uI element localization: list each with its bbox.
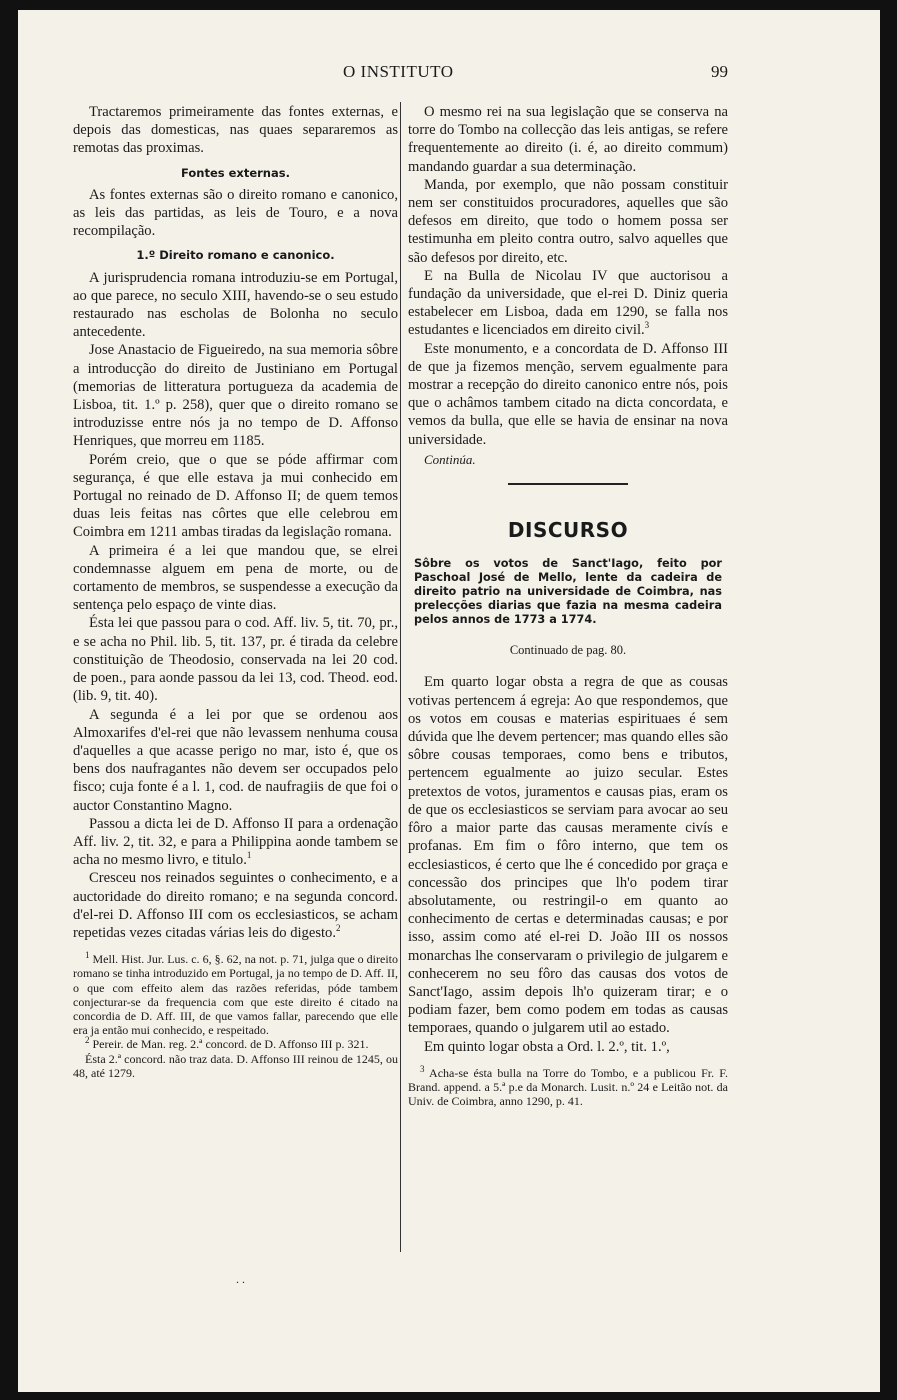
- paragraph: [73, 815, 398, 870]
- paragraph: Em quinto logar obsta a Ord. l. 2.º, tit. 1.º,: [424, 1038, 670, 1055]
- footnote-mark: 1: [85, 950, 90, 961]
- paragraph: [73, 869, 398, 942]
- page-header: [18, 60, 880, 90]
- footnote-ref: 2: [336, 923, 341, 934]
- footnote-text: Acha-se ésta bulla na Torre do Tombo, e a publicou Fr. F. Brand. append. a 5.ª p.e da Monarch. Lusit. n.º 24 e Leitão not. da Univ. de Coimbra, anno 1290, p. 41.: [408, 1065, 728, 1109]
- footnote-mark: 2: [85, 1035, 90, 1046]
- footnotes-left: [73, 952, 398, 1080]
- footnote: Ésta 2.ª concord. não traz data. D. Affonso III reinou de 1245, ou 48, até 1279.: [73, 1051, 398, 1080]
- paragraph: Este monumento, e a concordata de D. Affonso III de que ja fizemos menção, servem egualmente para mostrar a recepção do direito canonico entre nós, pois que o achâmos tambem citado na dicta concordata, e vemos da bulla, que elle se havia de ensinar na nova universidade.: [408, 340, 728, 448]
- paragraph: A primeira é a lei que mandou que, se elrei condemnasse alguem em pena de morte, ou de cortamento de membros, se suspendesse a execução da sentença pelo espaço de vinte dias.: [73, 542, 398, 614]
- continued-note: Continuado de pag. 80.: [509, 643, 627, 658]
- paragraph: O mesmo rei na sua legislação que se conserva na torre do Tombo na collecção das leis antigas, se refere frequentemente ao direito (i. é, ao direito commum) mandando guardar a sua determinação.: [408, 104, 728, 175]
- paragraph: Ésta lei que passou para o cod. Aff. liv. 5, tit. 70, pr., e se acha no Phil. lib. 5, tit. 137, pr. é tirada da celebre constituição de Theodosio, conservada na lei 20 cod. de poen., para aonde passou da lei 13, cod. Theod. eod. (lib. 9, tit. 40).: [73, 615, 398, 705]
- article-subtitle: Sôbre os votos de Sanct'Iago, feito por Paschoal José de Mello, lente da cadeira de direito patrio na universidade de Coimbra, nas prelecções diarias que fazia na mesma cadeira pelos annos de 1773 a 1774.: [414, 557, 722, 627]
- right-column: [408, 103, 728, 1108]
- footnote: [73, 1037, 398, 1051]
- footnote-text: Mell. Hist. Jur. Lus. c. 6, §. 62, na not. p. 71, julga que o direito romano se tinha introduzido em Portugal, ja no tempo de D. Aff. II, o que com effeito alem das razões referidas, póde tambem conjecturar-se da frequencia com que este direito é citado na concordia de D. Aff. III, de que vamos fallar, parecendo que elle era ja então mui conhecido, e respeitado.: [73, 952, 398, 1038]
- continua-note: Continúa.: [424, 451, 476, 467]
- article-title: DISCURSO: [507, 518, 629, 543]
- left-column: [73, 103, 398, 1080]
- paragraph: Porém creio, que o que se póde affirmar com segurança, é que elle estava ja mui conhecido em Portugal no reinado de D. Affonso II; de quem temos duas leis feitas nas côrtes que elle celebrou em Coimbra em 1211 ambas tiradas da legislação romana.: [73, 451, 398, 541]
- paragraph: As fontes externas são o direito romano e canonico, as leis das partidas, as leis de Touro, e a nova recompilação.: [73, 186, 398, 240]
- section-heading: 1.º Direito romano e canonico.: [136, 248, 335, 263]
- paragraph-text: E na Bulla de Nicolau IV que auctorisou a fundação da universidade, que el-rei D. Diniz queria estabelecer em Lisboa, dada em 1290, se falla nos estudantes e licenciados em direito civil.: [408, 267, 728, 339]
- running-head: O INSTITUTO: [343, 62, 454, 81]
- footnote: [408, 1063, 728, 1109]
- paragraph: [408, 267, 728, 340]
- footnotes-right: [408, 1063, 728, 1109]
- paragraph: A jurisprudencia romana introduziu-se em Portugal, ao que parece, no seculo XIII, havendo-se o seu estudo restaurado nas escholas de Bolonha no seculo antecedente.: [73, 269, 398, 341]
- footnote: [73, 952, 398, 1037]
- paragraph-text: Passou a dicta lei de D. Affonso II para a ordenação Aff. liv. 2, tit. 32, e para a Philippina aonde tambem se acha no mesmo livro, e titulo.: [73, 815, 398, 869]
- paragraph: Em quarto logar obsta a regra de que as cousas votivas pertencem á egreja: Ao que respondemos, que os votos em cousas e materias espirituaes é sem dúvida que lhe devem pertencer; mas quando elles são sôbre cousas temporaes, como bens e tributos, pertencem egualmente ao juizo secular. Estes pretextos de votos, juramentos e causas pias, eram os de que os ecclesiasticos se serviam para avocar ao seu fôro a maior parte das causas meramente civís e profanas. Em fim o fôro interno, que tem os ecclesiasticos, é certo que lhe é concedido por graça e concessão dos principes que lh'o podem tirar absolutamente, ou restringil-o em quanto ao conhecimento de certas e determinadas causas; e por isso, assim como até el-rei D. João III os nossos monarchas lhe conservaram o privilegio de julgarem e conhecerem no seu fôro das causas dos votos de Sanct'Iago, assim depois lh'o quizeram tirar; e o podiam fazer, bem como podem em todas as causas temporaes, quando o julgarem util ao estado.: [408, 674, 728, 1037]
- footnote-ref: 3: [644, 320, 650, 331]
- paragraph: Jose Anastacio de Figueiredo, na sua memoria sôbre a introducção do direito de Justiniano em Portugal (memorias de litteratura portugueza da academia de Lisboa, tit. 1.º p. 258), quer que o direito romano se introduzisse entre nós ja no tempo de D. Affonso Henriques, que morreu em 1185.: [73, 342, 398, 450]
- column-rule: [400, 102, 401, 1252]
- paragraph-text: Cresceu nos reinados seguintes o conhecimento, e a auctoridade do direito romano; e na segunda concord. d'el-rei D. Affonso III com os ecclesiasticos, se acham repetidas vezes citadas várias leis do digesto.: [73, 870, 398, 941]
- page: [18, 10, 880, 1392]
- footnote-ref: 1: [246, 850, 252, 861]
- section-heading: Fontes externas.: [181, 165, 290, 180]
- paragraph: A segunda é a lei por que se ordenou aos Almoxarifes d'el-rei que não levassem nenhuma cousa d'aquelles a que acasse perigo no mar, isto é, que os bens dos naufragantes não devem ser occupados pelo fisco; cuja fonte é a l. 1, cod. de naufragiis de que foi o auctor Constantino Magno.: [73, 706, 398, 814]
- bottom-marks: . .: [236, 1272, 245, 1286]
- paragraph: Manda, por exemplo, que não possam constituir nem ser constituidos procuradores, aquelles que são defesos em direito, que todo o homem possa ser testimunha em pleito contra outro, salvo aquelles que são defesos por direito, etc.: [408, 176, 728, 266]
- section-divider: [508, 483, 628, 485]
- paragraph: Tractaremos primeiramente das fontes externas, e depois das domesticas, nas quaes separaremos as remotas das proximas.: [73, 104, 398, 157]
- footnote-text: Pereir. de Man. reg. 2.ª concord. de D. Affonso III p. 321.: [92, 1037, 369, 1052]
- footnote-mark: 3: [420, 1063, 425, 1074]
- page-number: 99: [711, 62, 728, 81]
